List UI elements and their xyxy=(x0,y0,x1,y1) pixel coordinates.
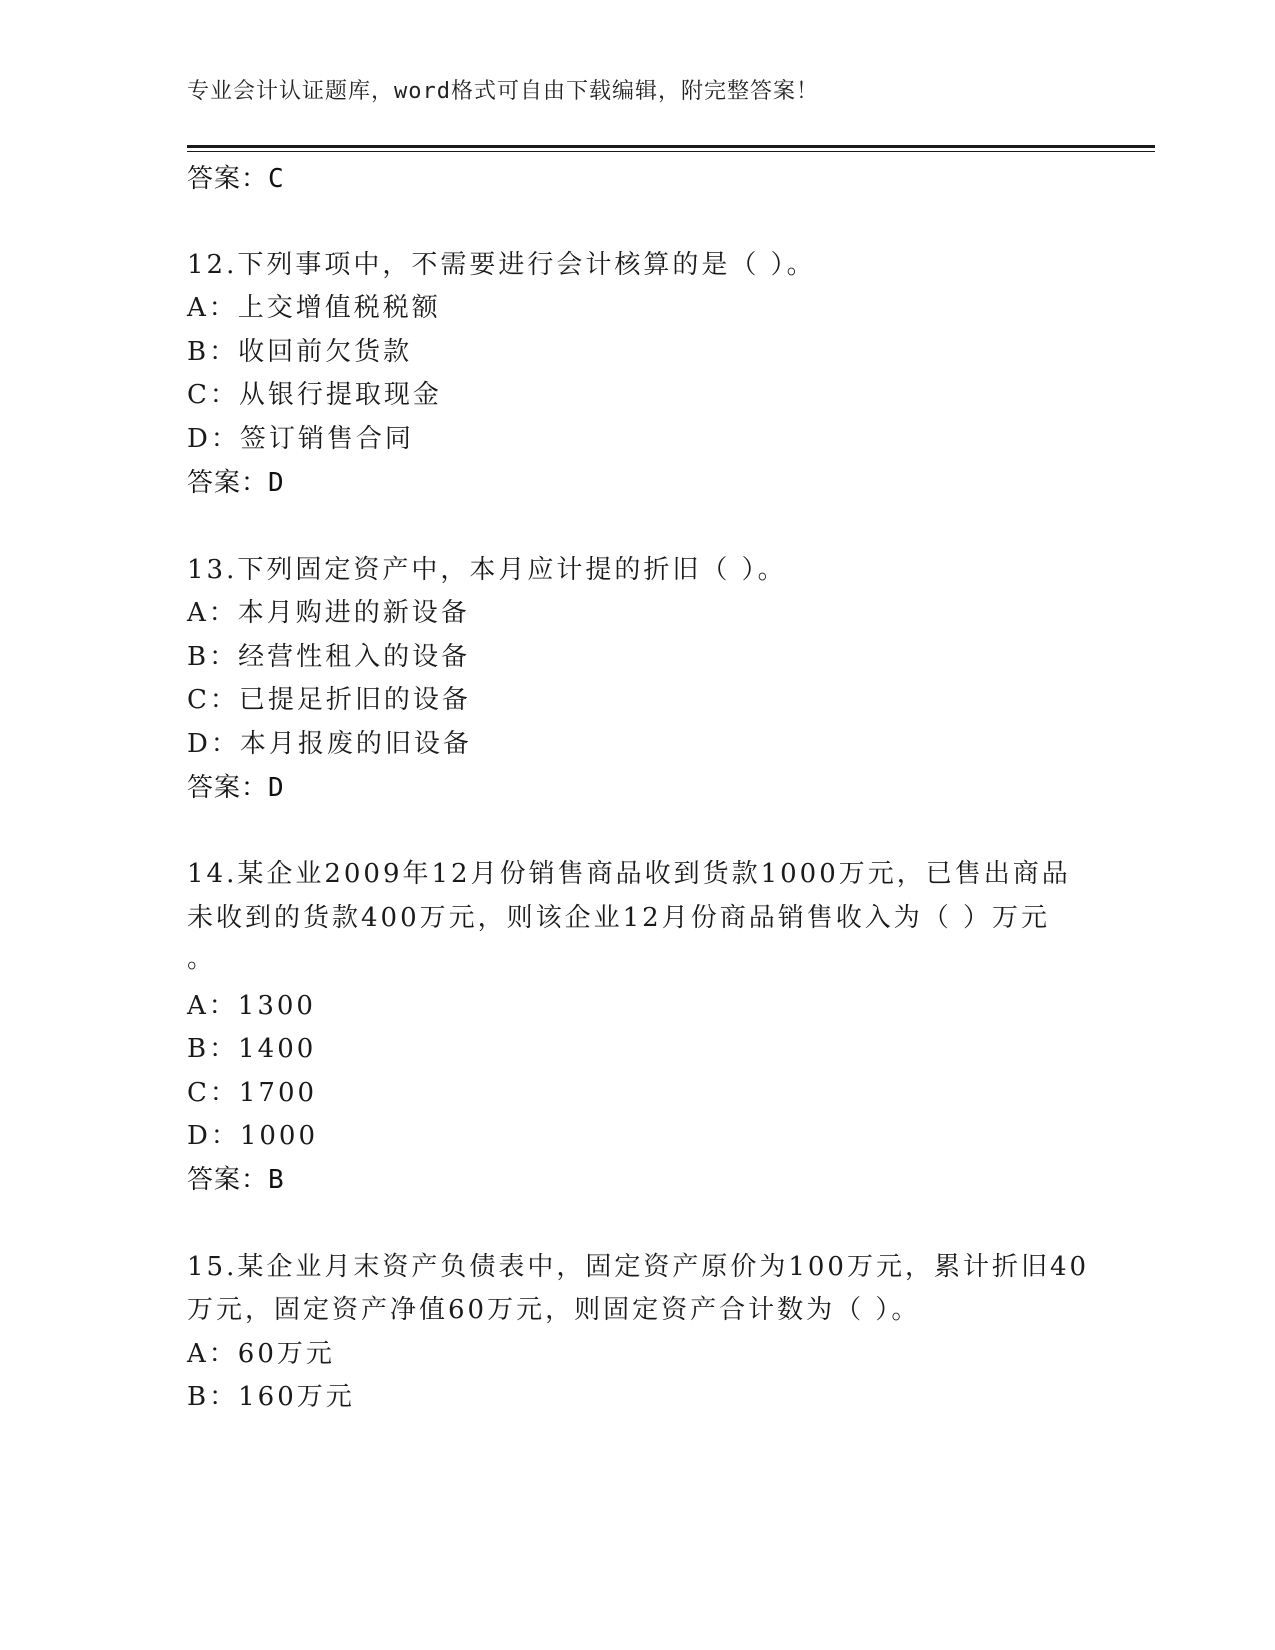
question-14-option-c: C：1700 xyxy=(187,1078,318,1108)
question-13-answer: 答案：D xyxy=(187,773,285,803)
question-12-stem: 12.下列事项中，不需要进行会计核算的是（ ）。 xyxy=(187,250,816,280)
question-15-stem-line-1: 15.某企业月末资产负债表中，固定资产原价为100万元，累计折旧40 xyxy=(187,1252,1090,1282)
question-15-option-b: B：160万元 xyxy=(187,1382,355,1412)
question-14-option-b: B：1400 xyxy=(187,1034,317,1064)
question-13-option-d: D：本月报废的旧设备 xyxy=(187,729,472,759)
question-12-option-d: D：签订销售合同 xyxy=(187,424,414,454)
answer-prev: 答案：C xyxy=(187,164,285,194)
question-14-option-a: A：1300 xyxy=(187,991,316,1021)
header-divider-thin xyxy=(187,151,1155,152)
question-12-answer: 答案：D xyxy=(187,468,285,498)
question-14-option-d: D：1000 xyxy=(187,1121,319,1151)
question-12-option-a: A：上交增值税税额 xyxy=(187,293,441,323)
question-13-option-c: C：已提足折旧的设备 xyxy=(187,685,471,715)
question-13-option-a: A：本月购进的新设备 xyxy=(187,598,470,628)
question-15-stem-line-2: 万元，固定资产净值60万元，则固定资产合计数为（ ）。 xyxy=(187,1295,921,1325)
question-14-stem-line-2: 未收到的货款400万元，则该企业12月份商品销售收入为（ ）万元 xyxy=(187,903,1050,933)
header-divider-thick xyxy=(187,145,1155,148)
question-13-option-b: B：经营性租入的设备 xyxy=(187,642,471,672)
question-14-answer: 答案：B xyxy=(187,1165,285,1195)
question-13-stem: 13.下列固定资产中，本月应计提的折旧（ ）。 xyxy=(187,555,787,585)
question-14-stem-line-1: 14.某企业2009年12月份销售商品收到货款1000万元，已售出商品 xyxy=(187,859,1071,889)
question-14-stem-line-3: 。 xyxy=(187,944,217,974)
page-header: 专业会计认证题库，word格式可自由下载编辑，附完整答案！ xyxy=(187,79,819,104)
question-12-option-b: B：收回前欠货款 xyxy=(187,337,413,367)
question-15-option-a: A：60万元 xyxy=(187,1339,335,1369)
question-12-option-c: C：从银行提取现金 xyxy=(187,380,442,410)
